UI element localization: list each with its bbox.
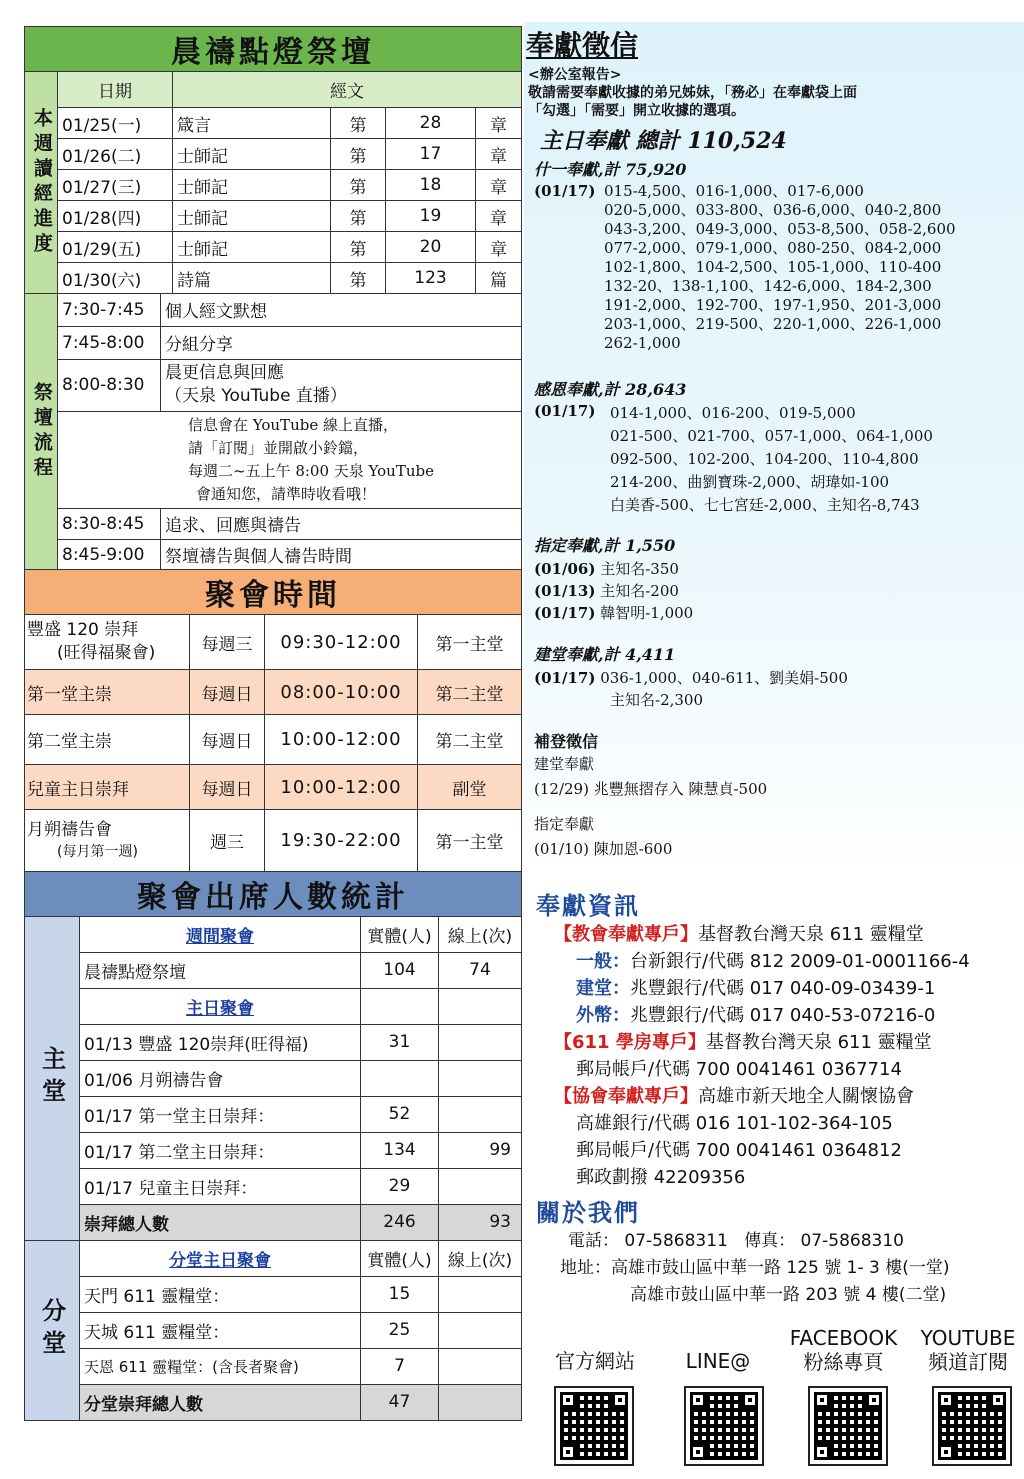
attendance-name: 天恩 611 靈糧堂：(含長者聚會): [80, 1348, 361, 1384]
tithe-line: 077-2,000、079-1,000、080-250、084-2,000: [604, 239, 942, 257]
acct2-name: 基督教台灣天泉 611 靈糧堂: [705, 1032, 932, 1053]
reading-di: 第: [331, 232, 386, 263]
reading-unit: 章: [476, 108, 522, 139]
designated-text: 韓智明-1,000: [600, 604, 694, 622]
attendance-name: 01/17 兒童主日崇拜：: [80, 1168, 361, 1204]
acct2-tag: 【611 學房專戶】: [554, 1032, 706, 1053]
thanks-line: 白美香-500、七七宮廷-2,000、主知名-8,743: [610, 496, 920, 514]
attendance-online: [439, 1348, 522, 1384]
reading-num: 19: [386, 201, 476, 232]
attendance-online: 99: [439, 1132, 522, 1168]
supp-line: (12/29) 兆豐無摺存入 陳慧貞-500: [534, 780, 768, 798]
main-hall-label: 主堂: [25, 916, 80, 1240]
flow-item: 晨更信息與回應: [165, 363, 284, 383]
reading-book: 士師記: [173, 201, 331, 232]
building-title: 建堂奉獻,計 4,411: [534, 645, 676, 664]
right-column: [524, 22, 1024, 1462]
tithe-title: 什一奉獻,計 75,920: [534, 160, 687, 179]
meeting-times-table: [24, 569, 522, 872]
attendance-online: [439, 1024, 522, 1060]
website-qr-code[interactable]: [556, 1388, 632, 1464]
note-line: 信息會在 YouTube 線上直播，: [188, 415, 398, 434]
attendance-online: [439, 1168, 522, 1204]
note-line: 請「訂閱」並開啟小鈴鐺，: [188, 438, 369, 457]
acct3-tag: 【協會奉獻專戶】: [554, 1086, 698, 1107]
designated-line: [534, 602, 1024, 624]
designated-text: 主知名-350: [600, 560, 679, 578]
tithe-line: 015-4,500、016-1,000、017-6,000: [604, 182, 864, 200]
attendance-online: [439, 1276, 522, 1312]
reading-row: [25, 170, 522, 201]
thanks-block: [524, 402, 1024, 517]
reading-date: 01/29(五): [58, 232, 173, 263]
attendance-name: 01/06 月朔禱告會: [80, 1060, 361, 1096]
flow-item-sub: （天泉 YouTube 直播）: [165, 386, 347, 406]
meeting-place: 第一主堂: [418, 615, 522, 670]
reading-row: [25, 108, 522, 139]
designated-date: (01/13): [534, 582, 596, 600]
reading-di: 第: [331, 108, 386, 139]
reading-num: 18: [386, 170, 476, 201]
meeting-name: 第一堂主崇: [25, 670, 190, 715]
supp-sub: 指定奉獻: [534, 815, 595, 833]
meeting-place: 副堂: [418, 765, 522, 810]
weekday-header: 週間聚會: [186, 926, 254, 947]
reading-di: 第: [331, 263, 386, 294]
attendance-physical: 29: [361, 1168, 439, 1204]
reading-row: [25, 201, 522, 232]
attendance-physical: 15: [361, 1276, 439, 1312]
line-qr-code[interactable]: [686, 1388, 762, 1464]
flow-time: 7:45-8:00: [58, 326, 161, 359]
thanks-title: 感恩奉獻,計 28,643: [534, 380, 687, 399]
attendance-name: 天門 611 靈糧堂：: [80, 1276, 361, 1312]
reading-side-label: 本週讀經進度: [25, 72, 58, 294]
branch-total-online: [439, 1384, 522, 1420]
flow-side-label: 祭壇流程: [25, 293, 58, 570]
building-line: 主知名-2,300: [610, 691, 704, 709]
branch-header: 分堂主日聚會: [169, 1250, 271, 1271]
thanks-line: 092-500、102-200、104-200、110-4,800: [610, 450, 919, 468]
col-physical: 實體(人): [361, 1240, 439, 1276]
attendance-title: 聚會出席人數統計: [25, 871, 522, 916]
tithe-block: [524, 182, 1024, 353]
meeting-name-sub: (每月第一週): [57, 843, 138, 860]
attendance-online: [439, 1096, 522, 1132]
offering-info-title: 奉獻資訊: [536, 891, 640, 920]
acct1-line: [554, 921, 1024, 948]
designated-line: [534, 580, 1024, 602]
foreign-line: [576, 1002, 1024, 1029]
thanks-line: 214-200、曲劉寶珠-2,000、胡瑋如-100: [610, 473, 890, 491]
qr-label-youtube: YOUTUBE: [920, 1326, 1016, 1350]
acct1-tag: 【教會奉獻專戶】: [554, 924, 698, 945]
about-phone: 電話： 07-5868311 傳真： 07-5868310: [568, 1231, 904, 1251]
tithe-line: 262-1,000: [604, 334, 681, 352]
about-address: 地址：高雄市鼓山區中華一路 125 號 1- 3 樓(一堂): [560, 1258, 950, 1278]
attendance-online: [439, 1060, 522, 1096]
meeting-place: 第二主堂: [418, 670, 522, 715]
main-total-physical: 246: [361, 1204, 439, 1240]
reading-date: 01/25(一): [58, 108, 173, 139]
attendance-online: [439, 1312, 522, 1348]
acct1-name: 基督教台灣天泉 611 靈糧堂: [698, 924, 924, 945]
youtube-note: [58, 411, 522, 508]
reading-row: [25, 139, 522, 170]
attendance-name: 晨禱點燈祭壇: [80, 952, 361, 988]
sunday-header: 主日聚會: [186, 998, 254, 1019]
acct3-detail: 郵局帳戶/代碼 700 0041461 0364812: [576, 1140, 902, 1161]
receipt-note-2: 「勾選」「需要」開立收據的選項。: [528, 103, 745, 119]
devotion-title: 晨禱點燈祭壇: [25, 27, 522, 72]
meeting-time: 09:30-12:00: [265, 615, 418, 670]
thanks-line: 021-500、021-700、057-1,000、064-1,000: [610, 427, 933, 445]
col-online: 線上(次): [439, 1240, 522, 1276]
reading-num: 20: [386, 232, 476, 263]
general-label: 一般：: [576, 951, 630, 972]
meeting-day: 每週日: [190, 715, 265, 765]
foreign-label: 外幣：: [576, 1005, 630, 1026]
meetings-title: 聚會時間: [25, 570, 522, 615]
acct3-name: 高雄市新天地全人關懷協會: [698, 1086, 914, 1107]
meeting-name: 豐盛 120 崇拜: [27, 620, 139, 640]
acct3-detail: 高雄銀行/代碼 016 101-102-364-105: [576, 1113, 893, 1134]
offering-title: 奉獻徵信: [526, 29, 639, 62]
attendance-physical: 134: [361, 1132, 439, 1168]
note-line: 會通知您，請準時收看哦！: [196, 484, 377, 503]
tithe-line: 203-1,000、219-500、220-1,000、226-1,000: [604, 315, 942, 333]
flow-item: 分組分享: [161, 326, 522, 359]
meeting-time: 19:30-22:00: [265, 810, 418, 872]
thanks-date: (01/17): [534, 402, 596, 420]
reading-num: 123: [386, 263, 476, 294]
attendance-physical: 25: [361, 1312, 439, 1348]
acct3-line: [554, 1083, 1024, 1110]
flow-item: 祭壇禱告與個人禱告時間: [161, 539, 522, 570]
attendance-name: 01/13 豐盛 120崇拜(旺得福): [80, 1024, 361, 1060]
building-label: 建堂：: [576, 978, 630, 999]
branch-total-physical: 47: [361, 1384, 439, 1420]
flow-item: 個人經文默想: [161, 293, 522, 326]
reading-unit: 章: [476, 201, 522, 232]
col-online: 線上(次): [439, 916, 522, 952]
designated-date: (01/06): [534, 560, 596, 578]
attendance-name: 01/17 第二堂主日崇拜：: [80, 1132, 361, 1168]
youtube-qr-code[interactable]: [934, 1388, 1010, 1464]
acct2-line: [554, 1029, 1024, 1056]
attendance-name: 01/17 第一堂主日崇拜：: [80, 1096, 361, 1132]
col-date: 日期: [58, 72, 173, 108]
tithe-line: 132-20、138-1,100、142-6,000、184-2,300: [604, 277, 932, 295]
reading-date: 01/27(三): [58, 170, 173, 201]
designated-text: 主知名-200: [600, 582, 679, 600]
reading-book: 士師記: [173, 139, 331, 170]
tithe-line: 020-5,000、033-800、036-6,000、040-2,800: [604, 201, 942, 219]
reading-book: 箴言: [173, 108, 331, 139]
building-line: [534, 667, 1024, 689]
col-scripture: 經文: [173, 72, 522, 108]
reading-date: 01/26(二): [58, 139, 173, 170]
flow-time: 8:45-9:00: [58, 539, 161, 570]
meeting-name-sub: (旺得福聚會): [57, 643, 156, 663]
building-date: (01/17): [534, 669, 596, 687]
acct3-detail: 郵政劃撥 42209356: [576, 1167, 746, 1188]
reading-row: [25, 232, 522, 263]
qr-label-subscribe: 頻道訂閱: [928, 1350, 1008, 1374]
meeting-name: 兒童主日崇拜: [25, 765, 190, 810]
attendance-online: 74: [439, 952, 522, 988]
reading-unit: 章: [476, 232, 522, 263]
attendance-physical: 7: [361, 1348, 439, 1384]
meeting-name: 月朔禱告會: [27, 819, 112, 840]
supp-sub: 建堂奉獻: [534, 755, 595, 773]
tithe-date: (01/17): [534, 182, 596, 200]
office-note: <辦公室報告>: [528, 67, 622, 83]
thanks-line: 014-1,000、016-200、019-5,000: [610, 404, 856, 422]
meeting-place: 第二主堂: [418, 715, 522, 765]
designated-date: (01/17): [534, 604, 596, 622]
supp-title: 補登徵信: [534, 732, 599, 751]
qr-label-fanpage: 粉絲專頁: [803, 1350, 884, 1374]
reading-unit: 章: [476, 170, 522, 201]
qr-label-line: LINE@: [685, 1349, 751, 1373]
building-value: 兆豐銀行/代碼 017 040-09-03439-1: [630, 978, 936, 999]
about-title: 關於我們: [536, 1198, 640, 1227]
attendance-physical: 104: [361, 952, 439, 988]
tithe-line: 102-1,800、104-2,500、105-1,000、110-400: [604, 258, 942, 276]
reading-di: 第: [331, 139, 386, 170]
reading-num: 17: [386, 139, 476, 170]
reading-di: 第: [331, 201, 386, 232]
meeting-day: 每週日: [190, 670, 265, 715]
reading-date: 01/28(四): [58, 201, 173, 232]
meeting-time: 10:00-12:00: [265, 715, 418, 765]
qr-label-website: 官方網站: [555, 1349, 635, 1373]
attendance-table: [24, 871, 522, 1421]
meeting-time: 10:00-12:00: [265, 765, 418, 810]
altar-flow-table: [24, 293, 522, 571]
tithe-line: 043-3,200、049-3,000、053-8,500、058-2,600: [604, 220, 956, 238]
designated-line: [534, 558, 1024, 580]
meeting-place: 第一主堂: [418, 810, 522, 872]
main-total-online: 93: [439, 1204, 522, 1240]
building-acct-line: [576, 975, 1024, 1002]
attendance-name: 天城 611 靈糧堂：: [80, 1312, 361, 1348]
offering-total: 主日奉獻 總計 110,524: [540, 128, 787, 154]
reading-unit: 章: [476, 139, 522, 170]
left-column: [24, 26, 521, 1421]
reading-di: 第: [331, 170, 386, 201]
reading-date: 01/30(六): [58, 263, 173, 294]
reading-unit: 篇: [476, 263, 522, 294]
devotion-table: [24, 26, 522, 294]
attendance-physical: 31: [361, 1024, 439, 1060]
branch-label: 分堂: [25, 1240, 80, 1420]
reading-book: 士師記: [173, 232, 331, 263]
qr-label-facebook: FACEBOOK: [789, 1326, 898, 1350]
general-line: [576, 948, 1024, 975]
flow-time: 8:30-8:45: [58, 508, 161, 539]
facebook-qr-code[interactable]: [810, 1388, 886, 1464]
building-text: 036-1,000、040-611、劉美娟-500: [600, 669, 848, 687]
meeting-name: 第二堂主崇: [25, 715, 190, 765]
reading-book: 詩篇: [173, 263, 331, 294]
attendance-physical: 52: [361, 1096, 439, 1132]
attendance-physical: [361, 1060, 439, 1096]
designated-title: 指定奉獻,計 1,550: [534, 536, 676, 555]
note-line: 每週二~五上午 8:00 天泉 YouTube: [188, 461, 434, 480]
flow-time: 7:30-7:45: [58, 293, 161, 326]
meeting-day: 每週日: [190, 765, 265, 810]
flow-time: 8:00-8:30: [58, 359, 161, 411]
meeting-day: 週三: [190, 810, 265, 872]
branch-total-label: 分堂崇拜總人數: [80, 1384, 361, 1420]
tithe-line: 191-2,000、192-700、197-1,950、201-3,000: [604, 296, 942, 314]
receipt-note-1: 敬請需要奉獻收據的弟兄姊妹，「務必」在奉獻袋上面: [528, 85, 857, 101]
reading-book: 士師記: [173, 170, 331, 201]
supp-line: (01/10) 陳加恩-600: [534, 840, 673, 858]
meeting-day: 每週三: [190, 615, 265, 670]
about-address: 高雄市鼓山區中華一路 203 號 4 樓(二堂): [630, 1285, 947, 1305]
col-physical: 實體(人): [361, 916, 439, 952]
meeting-time: 08:00-10:00: [265, 670, 418, 715]
acct2-detail: 郵局帳戶/代碼 700 0041461 0367714: [576, 1059, 902, 1080]
flow-item: 追求、回應與禱告: [161, 508, 522, 539]
reading-row: [25, 263, 522, 294]
main-total-label: 崇拜總人數: [80, 1204, 361, 1240]
reading-num: 28: [386, 108, 476, 139]
foreign-value: 兆豐銀行/代碼 017 040-53-07216-0: [630, 1005, 936, 1026]
general-value: 台新銀行/代碼 812 2009-01-0001166-4: [630, 951, 970, 972]
